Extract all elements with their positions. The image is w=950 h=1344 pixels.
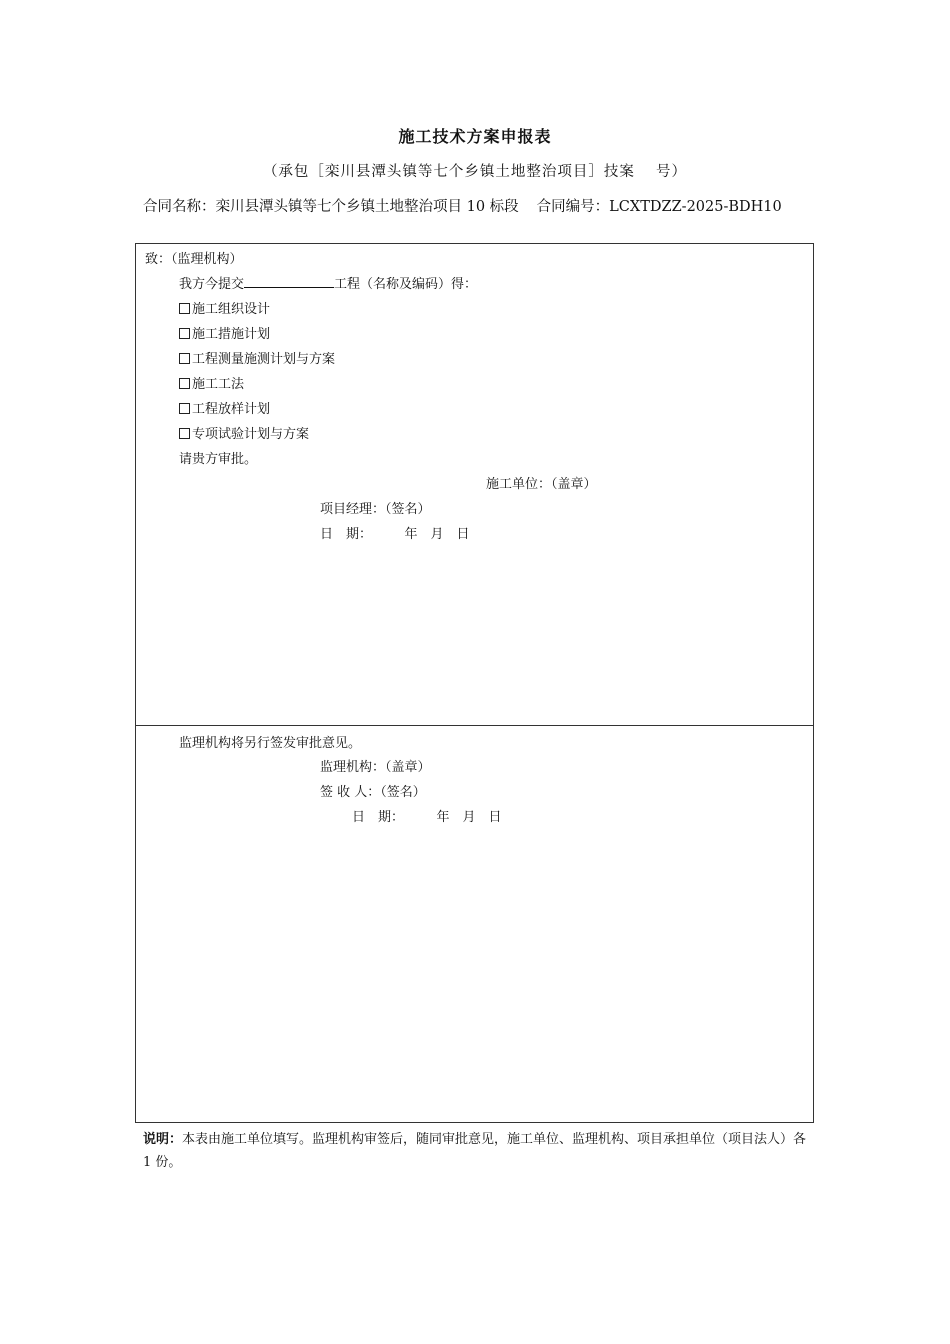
date-line: 日 期： 年 月 日 — [320, 527, 470, 542]
contract-name-value: 栾川县潭头镇等七个乡镇土地整治项目 10 标段 — [215, 199, 519, 215]
addressee-line: 致：（监理机构） — [145, 252, 243, 267]
request-line: 请贵方审批。 — [179, 452, 258, 467]
checkbox-item[interactable]: 专项试验计划与方案 — [179, 423, 309, 442]
submit-suffix: 工程（名称及编码）得： — [334, 277, 478, 292]
footnote-text: 本表由施工单位填写。监理机构审签后，随同审批意见，施工单位、监理机构、项目承担单位（项目法人）各 1 份。 — [143, 1132, 807, 1170]
opinion-line: 监理机构将另行签发审批意见。 — [179, 736, 362, 751]
contract-info — [143, 196, 815, 219]
contract-number-value: LCXTDZZ-2025-BDH10 — [609, 199, 782, 215]
checkbox-item[interactable]: 工程测量施测计划与方案 — [179, 348, 335, 367]
checkbox-icon[interactable] — [179, 353, 190, 364]
supervision-date-line: 日 期： 年 月 日 — [352, 810, 502, 825]
checkbox-icon[interactable] — [179, 403, 190, 414]
contract-name-label: 合同名称： — [143, 199, 216, 215]
form-title: 施工技术方案申报表 — [398, 127, 552, 146]
checkbox-item[interactable]: 施工工法 — [179, 373, 244, 392]
submit-line — [179, 273, 477, 292]
supervision-org-line: 监理机构：（盖章） — [320, 760, 431, 775]
form-subtitle: （承包［栾川县潭头镇等七个乡镇土地整治项目］技案 号） — [262, 164, 688, 180]
checkbox-icon[interactable] — [179, 378, 190, 389]
checkbox-icon[interactable] — [179, 428, 190, 439]
checkbox-item[interactable]: 工程放样计划 — [179, 398, 270, 417]
receiver-line: 签 收 人：（签名） — [320, 785, 426, 800]
checkbox-item[interactable]: 施工组织设计 — [179, 298, 270, 317]
submit-prefix: 我方今提交 — [179, 277, 245, 292]
supervision-section — [135, 725, 814, 1123]
checkbox-icon[interactable] — [179, 303, 190, 314]
checkbox-item[interactable]: 施工措施计划 — [179, 323, 270, 342]
project-manager-line: 项目经理：（签名） — [320, 502, 431, 517]
construction-unit-line: 施工单位：（盖章） — [486, 477, 597, 492]
footnote-label: 说明： — [143, 1132, 183, 1147]
checkbox-icon[interactable] — [179, 328, 190, 339]
project-name-blank[interactable] — [244, 275, 334, 288]
contract-number-label: 合同编号： — [536, 199, 610, 215]
footnote — [143, 1128, 815, 1174]
